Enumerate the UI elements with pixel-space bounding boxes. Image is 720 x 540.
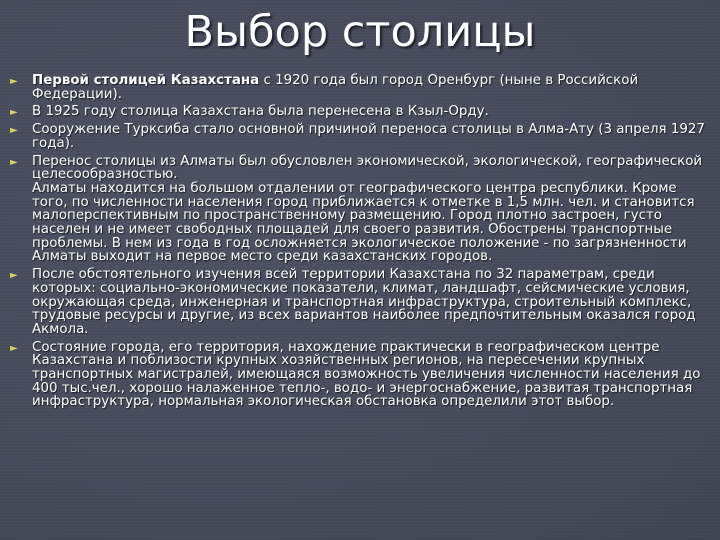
triangle-right-icon: ► xyxy=(10,107,18,119)
list-item xyxy=(10,155,706,265)
triangle-right-icon: ► xyxy=(10,125,18,137)
triangle-right-icon: ► xyxy=(10,342,18,354)
list-item xyxy=(10,105,706,119)
bullet-list xyxy=(10,74,706,413)
slide-title: Выбор столицы xyxy=(184,7,536,57)
item-text: Перенос столицы из Алматы был обусловлен экономической, экологической, географической целесообразностью. xyxy=(32,153,703,183)
item-text-continuation: Алматы находится на большом отдалении от географического центра республики. Кроме того, по численности населения город приближается к отметке в 1,5 млн. чел. и становится малоперспективным по пространственному размещению. Город плотно застроен, густо населен и не имеет свободных площадей для своего развития. Обострены транспортные проблемы. В нем из года в год осложняется экологическое положение - по загрязненности Алматы выходит на первое место среди казахстанских городов. xyxy=(32,180,695,265)
item-bold-text: Первой столицей Казахстана xyxy=(32,73,260,88)
item-text: После обстоятельного изучения всей территории Казахстана по 32 параметрам, среди которых: социально-экономические показатели, климат, ландшафт, сейсмические условия, окружающая среда, инженерная и транспортная инфраструктура, строительный комплекс, трудовые ресурсы и другие, из всех вариантов наиболее предпочтительным оказался город Акмола. xyxy=(32,267,696,337)
list-item xyxy=(10,74,706,101)
triangle-right-icon: ► xyxy=(10,270,18,282)
list-item xyxy=(10,341,706,410)
item-text: В 1925 году столица Казахстана была перенесена в Кзыл-Орду. xyxy=(32,104,489,120)
triangle-right-icon: ► xyxy=(10,156,18,168)
item-text: Сооружение Турксиба стало основной причиной переноса столицы в Алма-Ату (3 апреля 1927 года). xyxy=(32,122,705,151)
list-item xyxy=(10,268,706,337)
triangle-right-icon: ► xyxy=(10,76,18,87)
item-text: с 1920 года был город Оренбург (ныне в Российской Федерации). xyxy=(32,73,639,102)
list-item xyxy=(10,123,706,150)
item-text: Состояние города, его территория, нахождение практически в географическом центре Казахстана и поблизости крупных хозяйственных регионов, на пересечении крупных транспортных магистралей, имеющаяся возможность увеличения численности населения до 400 тыс.чел., хорошо налаженное тепло-, водо- и энергоснабжение, развитая транспортная инфраструктура, нормальная экологическая обстановка определили этот выбор. xyxy=(32,339,701,410)
